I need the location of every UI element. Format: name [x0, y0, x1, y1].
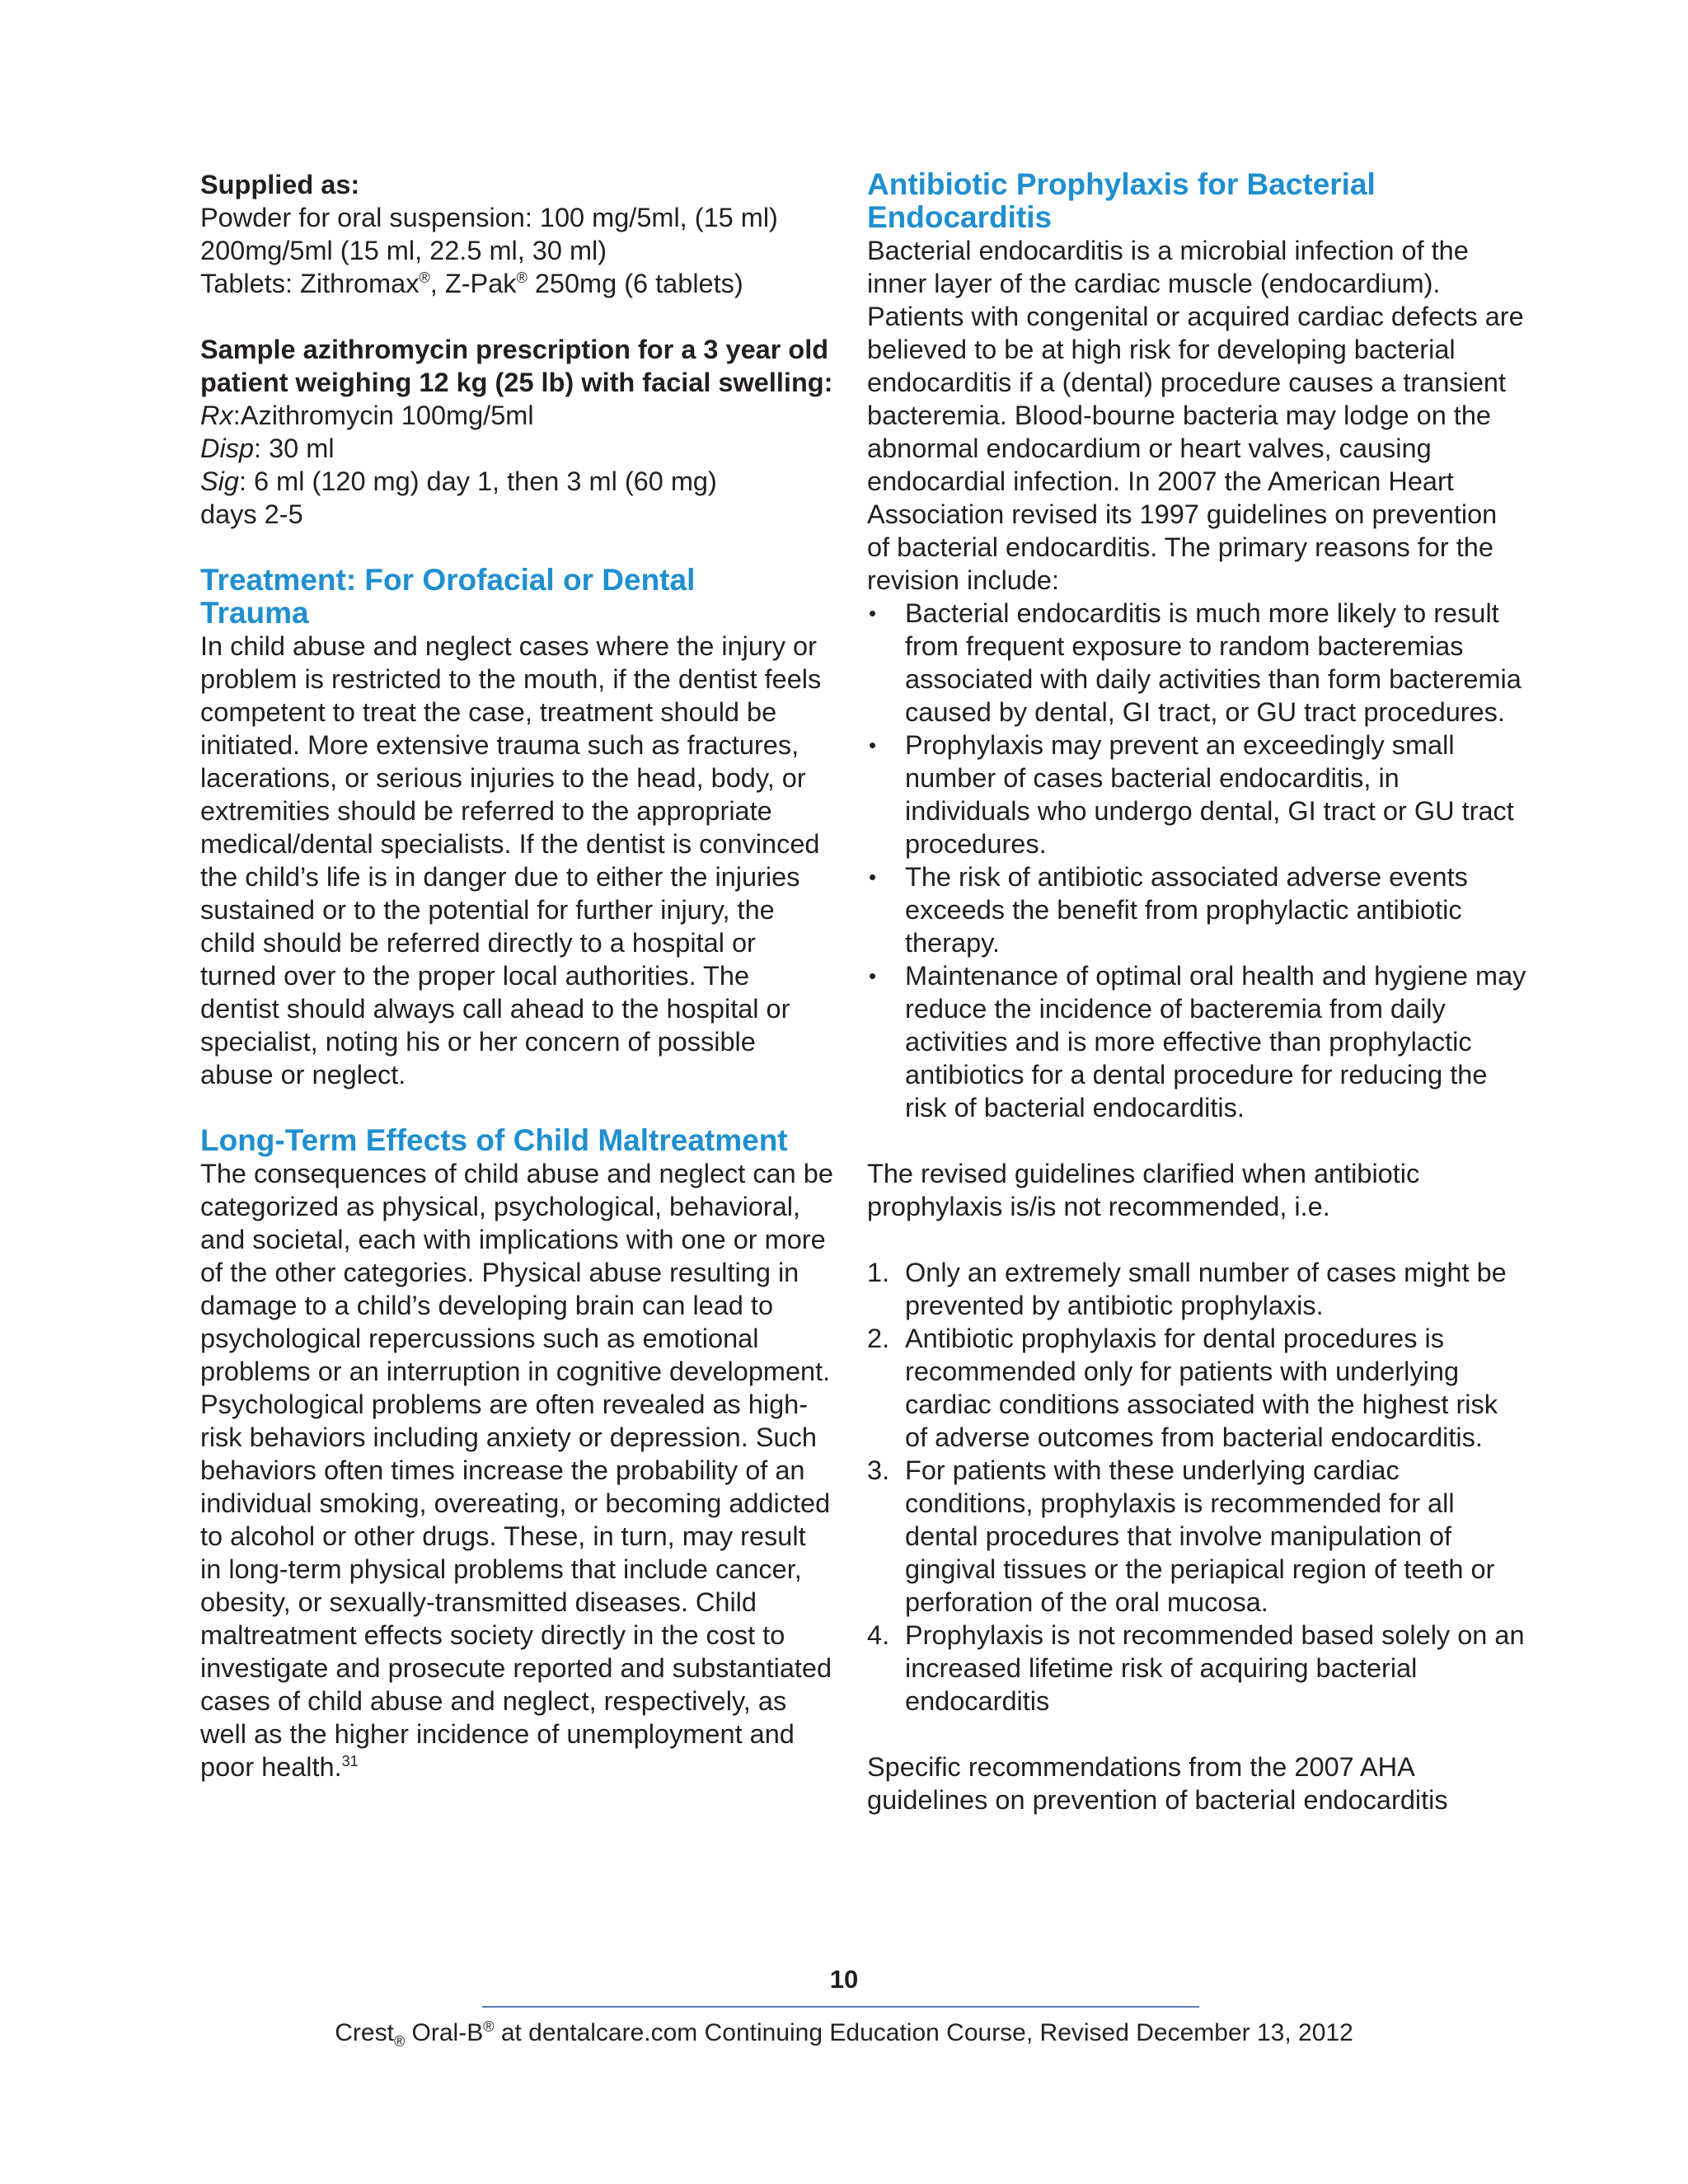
longterm-body: The consequences of child abuse and neglect can be categorized as physical, psychological, behavioral, and societal, each with implications with one or more of the other categories. Physical abuse resulting in damage to a child’s developing brain can lead to psychological repercussions such as emotional problems or an interruption in cognitive development. Psychological problems are often revealed as high-risk behaviors including anxiety or depression. Such behaviors often times increase the probability of an individual smoking, overeating, or becoming addicted to alcohol or other drugs. These, in turn, may result in long-term physical problems that include cancer, obesity, or sexually-transmitted diseases. Child maltreatment effects society directly in the cost to investigate and prosecute reported and substantiated cases of child abuse and neglect, respectively, as well as the higher incidence of unemployment and poor health. [200, 1159, 833, 1782]
endocarditis-heading: Antibiotic Prophylaxis for Bacterial Endocarditis [867, 167, 1376, 234]
item-number: 1. [867, 1258, 890, 1287]
footer-oralb: Oral-B [405, 2019, 484, 2046]
supplied-line-1: Powder for oral suspension: 100 mg/5ml, (15 ml) [200, 203, 778, 232]
recommendations-list [867, 1256, 1526, 1718]
longterm-heading: Long-Term Effects of Child Maltreatment [200, 1123, 788, 1157]
numbered-item [867, 1454, 1526, 1619]
item-text: For patients with these underlying cardiac conditions, prophylaxis is recommended for all dental procedures that involve manipulation of gingival tissues or the periapical region of teeth or perforation of the oral mucosa. [905, 1455, 1495, 1617]
numbered-item [867, 1322, 1526, 1454]
supplied-heading: Supplied as: [200, 170, 360, 199]
registered-mark: ® [419, 269, 430, 287]
supplied-line-3a: Tablets: Zithromax [200, 269, 420, 298]
longterm-paragraph [200, 1157, 833, 1783]
footer-divider [482, 2006, 1199, 2008]
item-text: Antibiotic prophylaxis for dental procedures is recommended only for patients with underlying cardiac conditions associated with the highest risk of adverse outcomes from bacterial endocarditis. [905, 1324, 1498, 1452]
item-number: 3. [867, 1455, 890, 1485]
supplied-line-3b: , Z-Pak [429, 269, 517, 298]
rx-line [200, 399, 833, 432]
disp-label: Disp [200, 434, 255, 463]
revised-paragraph: The revised guidelines clarified when antibiotic prophylaxis is/is not recommended, i.e. [867, 1159, 1420, 1221]
treatment-body: In child abuse and neglect cases where the injury or problem is restricted to the mouth, if the dentist feels competent to treat the case, treatment should be initiated. More extensive trauma such as fractures, lacerations, or serious injuries to the head, body, or extremities should be referred to the appropriate medical/dental specialists. If the dentist is convinced the child’s life is in danger due to either the injuries sustained or to the potential for further injury, the child should be referred directly to a hospital or turned over to the proper local authorities. The dentist should always call ahead to the hospital or specialist, noting his or her concern of possible abuse or neglect. [200, 631, 822, 1090]
page-number: 10 [829, 1965, 859, 1994]
bullet-item: • The risk of antibiotic associated adverse events exceeds the benefit from prophylactic antibiotic therapy. [867, 860, 1526, 959]
footer-crest: Crest [335, 2019, 394, 2046]
disp-line [200, 432, 833, 465]
registered-mark: ® [516, 269, 528, 287]
revision-reasons-list [867, 597, 1526, 1124]
item-number: 4. [867, 1620, 890, 1650]
rx-label: Rx [200, 401, 233, 430]
item-number: 2. [867, 1324, 890, 1353]
left-column [200, 168, 833, 1783]
sig-label: Sig [200, 466, 239, 496]
item-text: Only an extremely small number of cases might be prevented by antibiotic prophylaxis. [905, 1258, 1507, 1320]
sig-line [200, 465, 744, 531]
numbered-item [867, 1619, 1526, 1718]
numbered-item [867, 1256, 1526, 1322]
supplied-line-2: 200mg/5ml (15 ml, 22.5 ml, 30 ml) [200, 236, 607, 265]
sig-text: : 6 ml (120 mg) day 1, then 3 ml (60 mg) days 2-5 [200, 466, 717, 529]
footer-text [0, 2018, 1688, 2050]
bullet-item: • Maintenance of optimal oral health and hygiene may reduce the incidence of bacteremia from daily activities and is more effective than prophylactic antibiotics for a dental procedure for reducing the risk of bacterial endocarditis. [867, 959, 1526, 1124]
bullet-item: • Prophylaxis may prevent an exceedingly small number of cases bacterial endocarditis, in individuals who undergo dental, GI tract or GU tract procedures. [867, 729, 1526, 860]
registered-mark: ® [393, 2033, 406, 2050]
endocarditis-intro: Bacterial endocarditis is a microbial infection of the inner layer of the cardiac muscle (endocardium). Patients with congenital or acquired cardiac defects are believed to be at high risk for developing bacterial endocarditis if a (dental) procedure causes a transient bacteremia. Blood-bourne bacteria may lodge on the abnormal endocardium or heart valves, causing endocardial infection. In 2007 the American Heart Association revised its 1997 guidelines on prevention of bacterial endocarditis. The primary reasons for the revision include: [867, 236, 1524, 595]
specific-paragraph: Specific recommendations from the 2007 AHA guidelines on prevention of bacterial endocarditis [867, 1752, 1448, 1815]
rx-text: :Azithromycin 100mg/5ml [232, 401, 534, 430]
treatment-heading: Treatment: For Orofacial or Dental Trauma [200, 563, 696, 630]
footer-course-info: at dentalcare.com Continuing Education Course, Revised December 13, 2012 [494, 2019, 1353, 2046]
right-column [867, 168, 1526, 1816]
item-text: Prophylaxis is not recommended based solely on an increased lifetime risk of acquiring bacterial endocarditis [905, 1620, 1525, 1716]
supplied-line-3 [200, 267, 833, 300]
supplied-line-3c: 250mg (6 tablets) [527, 269, 743, 298]
sample-heading: Sample azithromycin prescription for a 3 year old patient weighing 12 kg (25 lb) with facial swelling: [200, 335, 833, 397]
disp-text: : 30 ml [254, 434, 335, 463]
bullet-item: • Bacterial endocarditis is much more likely to result from frequent exposure to random bacteremias associated with daily activities than form bacteremia caused by dental, GI tract, or GU tract procedures. [867, 597, 1526, 729]
registered-mark: ® [483, 2018, 495, 2035]
reference-31: 31 [341, 1753, 359, 1770]
